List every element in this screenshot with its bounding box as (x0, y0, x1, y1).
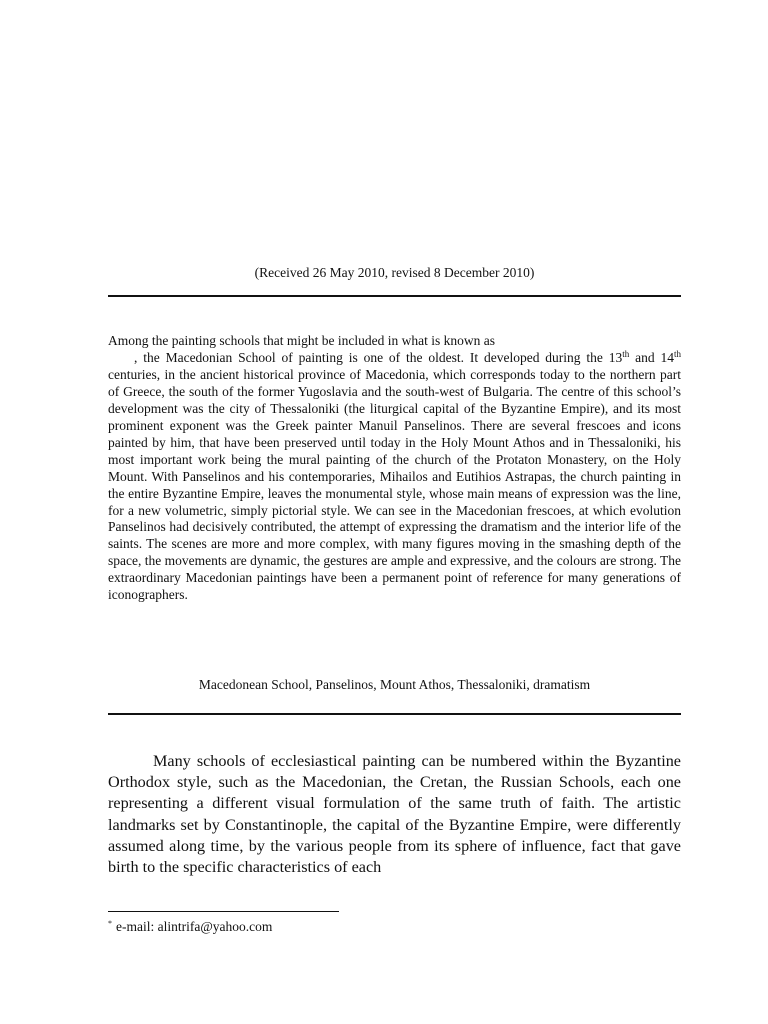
abstract-first-line: Among the painting schools that might be included in what is known as (108, 333, 495, 348)
received-dates: (Received 26 May 2010, revised 8 December 2010) (254, 265, 535, 280)
bottom-divider (108, 713, 681, 715)
introduction-paragraph: Many schools of ecclesiastical painting can be numbered within the Byzantine Orthodox style, such as the Macedonian, the Cretan, the Russian Schools, each one representing a different visual formulation of the same truth of faith. The artistic landmarks set by Constantinople, the capital of the Byzantine Empire, were differently assumed along time, by the various people from its sphere of influence, fact that gave birth to the specific characteristics of each (108, 752, 681, 877)
top-divider (108, 295, 681, 297)
footnote-divider (108, 911, 339, 912)
century-13-suffix: th (622, 348, 630, 359)
abstract (108, 333, 681, 604)
century-13: 13 (608, 349, 623, 365)
footnote (108, 918, 508, 936)
century-14: 14 (660, 349, 674, 365)
century-14-suffix: th (674, 348, 682, 359)
keywords: Macedonean School, Panselinos, Mount Athos, Thessaloniki, dramatism (198, 677, 591, 692)
abstract-and: and (635, 349, 655, 365)
abstract-sentence-start: , the Macedonian School of painting is one of the oldest. It developed during the (134, 349, 603, 365)
footnote-email: e-mail: alintrifa@yahoo.com (116, 919, 273, 934)
abstract-body: centuries, in the ancient historical province of Macedonia, which corresponds today to the northern part of Greece, the south of the former Yugoslavia and the south-west of Bulgaria. The centre of this school’s development was the city of Thessaloniki (the liturgical capital of the Byzantine Empire), and its most prominent exponent was the Greek painter Manuil Panselinos. There are several frescoes and icons painted by him, that have been preserved until today in the Holy Mount Athos and in Thessaloniki, his most important work being the mural painting of the church of the Protaton Monastery, on the Holy Mount. With Panselinos and his contemporaries, Mihailos and Eutihios Astrapas, the church painting in the entire Byzantine Empire, leaves the monumental style, whose main means of expression was the line, for a new volumetric, simply pictorial style. We can see in the Macedonian frescoes, at which evolution Panselinos had decisively contributed, the attempt of expressing the dramatism and the interior life of the saints. The scenes are more and more complex, with many figures moving in the smashing depth of the space, the movements are dynamic, the gestures are ample and expressive, and the colours are strong. The extraordinary Macedonian paintings have been a permanent point of reference for many generations of iconographers. (108, 366, 681, 603)
footnote-marker: * (108, 919, 112, 928)
abstract-paragraph (108, 333, 681, 604)
